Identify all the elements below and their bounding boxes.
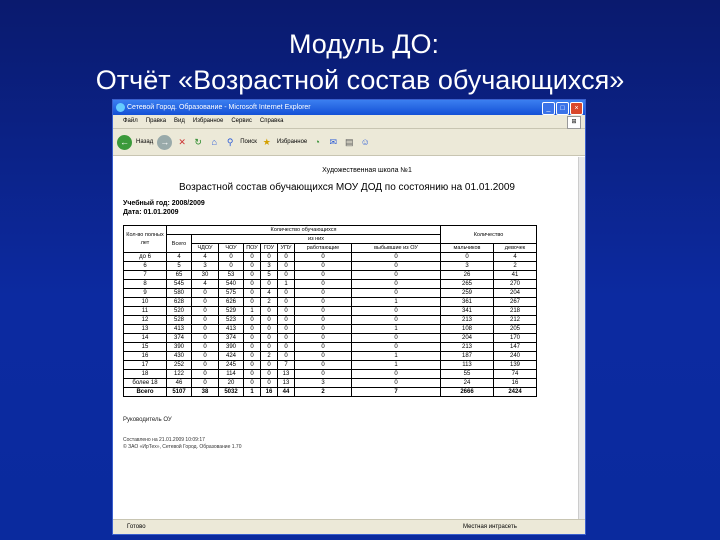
forward-arrow-icon[interactable]: → <box>157 135 172 150</box>
table-cell: 374 <box>219 334 244 343</box>
table-cell: 0 <box>244 370 261 379</box>
table-cell: 5107 <box>167 388 192 397</box>
table-cell: 0 <box>295 316 352 325</box>
table-row <box>124 262 537 271</box>
table-cell: 390 <box>167 343 192 352</box>
menu-tools[interactable]: Сервис <box>231 118 252 124</box>
mail-icon[interactable]: ✉ <box>329 137 338 147</box>
status-bar <box>113 519 585 534</box>
table-cell: 267 <box>494 298 537 307</box>
table-cell: 0 <box>295 361 352 370</box>
table-cell: 46 <box>167 379 192 388</box>
col-dropped: выбывшие из ОУ <box>352 244 441 253</box>
table-cell: 108 <box>441 325 494 334</box>
window-titlebar <box>113 100 585 115</box>
table-cell: 10 <box>124 298 167 307</box>
menu-edit[interactable]: Правка <box>145 118 167 124</box>
table-cell: 16 <box>494 379 537 388</box>
footer-generated: Составлено на 21.01.2009 10:09:17 <box>123 437 205 443</box>
table-cell: 1 <box>352 352 441 361</box>
table-row <box>124 289 537 298</box>
table-cell: 0 <box>244 280 261 289</box>
table-cell: 170 <box>494 334 537 343</box>
table-cell: 0 <box>261 370 278 379</box>
table-row <box>124 379 537 388</box>
table-row <box>124 361 537 370</box>
table-cell: 0 <box>295 334 352 343</box>
table-cell: 0 <box>352 307 441 316</box>
table-cell: 0 <box>295 298 352 307</box>
table-cell: 0 <box>295 343 352 352</box>
table-cell: 0 <box>278 325 295 334</box>
table-cell: 1 <box>352 325 441 334</box>
report-title: Возрастной состав обучающихся МОУ ДОД по состоянию на 01.01.2009 <box>179 182 515 193</box>
table-cell: 0 <box>244 298 261 307</box>
col-chdou: ЧДОУ <box>192 244 219 253</box>
page-content <box>113 157 581 519</box>
table-cell: 0 <box>278 343 295 352</box>
table-cell: 0 <box>261 343 278 352</box>
table-cell: 114 <box>219 370 244 379</box>
table-cell: 26 <box>441 271 494 280</box>
menu-favorites[interactable]: Избранное <box>192 118 224 124</box>
table-cell: 0 <box>278 271 295 280</box>
table-cell: 0 <box>295 307 352 316</box>
col-upu: УПУ <box>278 244 295 253</box>
maximize-button[interactable]: □ <box>556 102 569 115</box>
slide-title-line1: Модуль ДО: <box>289 29 439 59</box>
table-cell: 341 <box>441 307 494 316</box>
table-row <box>124 370 537 379</box>
table-cell: 0 <box>278 334 295 343</box>
table-body <box>124 253 537 397</box>
table-cell: 265 <box>441 280 494 289</box>
table-cell: 523 <box>219 316 244 325</box>
table-cell: 0 <box>295 271 352 280</box>
table-cell: 2424 <box>494 388 537 397</box>
table-cell: 0 <box>219 253 244 262</box>
table-cell: 4 <box>494 253 537 262</box>
table-cell: 13 <box>278 370 295 379</box>
table-cell: 4 <box>167 253 192 262</box>
table-cell: 0 <box>244 289 261 298</box>
table-cell: 0 <box>278 298 295 307</box>
table-cell: 245 <box>219 361 244 370</box>
school-year: Учебный год: 2008/2009 <box>123 200 205 207</box>
table-cell: 113 <box>441 361 494 370</box>
table-cell: 390 <box>219 343 244 352</box>
table-cell: 0 <box>192 316 219 325</box>
favorites-star-icon[interactable]: ★ <box>262 137 271 147</box>
table-cell: 0 <box>244 325 261 334</box>
table-cell: 0 <box>278 307 295 316</box>
table-cell: 53 <box>219 271 244 280</box>
toolbar <box>113 129 585 156</box>
table-cell: 16 <box>261 388 278 397</box>
table-cell: 0 <box>278 352 295 361</box>
table-cell: 0 <box>295 325 352 334</box>
table-cell: 18 <box>124 370 167 379</box>
table-cell: 41 <box>494 271 537 280</box>
table-cell: 7 <box>124 271 167 280</box>
header-students: Количество обучающихся <box>167 226 441 235</box>
table-cell: 212 <box>494 316 537 325</box>
table-cell: 0 <box>192 361 219 370</box>
table-cell: 0 <box>192 298 219 307</box>
back-button-label[interactable]: Назад <box>136 139 154 145</box>
table-cell: 2 <box>261 298 278 307</box>
home-icon[interactable]: ⌂ <box>211 137 217 147</box>
table-row <box>124 325 537 334</box>
footer-copyright: © ЗАО «ИрТех», Сетевой Город. Образование 1.70 <box>123 444 242 450</box>
age-table <box>123 225 537 397</box>
table-cell: 14 <box>124 334 167 343</box>
print-icon[interactable]: ▤ <box>345 137 354 147</box>
table-cell: 413 <box>167 325 192 334</box>
table-cell: 13 <box>278 379 295 388</box>
table-cell: 0 <box>352 379 441 388</box>
table-cell: 0 <box>192 289 219 298</box>
table-cell: 44 <box>278 388 295 397</box>
table-cell: 0 <box>261 361 278 370</box>
table-cell: 0 <box>278 262 295 271</box>
col-boys: мальчиков <box>441 244 494 253</box>
table-cell: 424 <box>219 352 244 361</box>
table-cell: 0 <box>192 352 219 361</box>
table-cell: 0 <box>192 370 219 379</box>
table-cell: 1 <box>278 280 295 289</box>
table-cell: 0 <box>352 280 441 289</box>
table-cell: 0 <box>261 379 278 388</box>
table-cell: 413 <box>219 325 244 334</box>
table-cell: 0 <box>295 289 352 298</box>
table-cell: 3 <box>261 262 278 271</box>
table-cell: 628 <box>167 298 192 307</box>
table-row <box>124 307 537 316</box>
table-cell: 0 <box>261 280 278 289</box>
table-cell: 580 <box>167 289 192 298</box>
table-cell: 0 <box>244 379 261 388</box>
table-row <box>124 343 537 352</box>
table-cell: 30 <box>192 271 219 280</box>
table-cell: 2 <box>494 262 537 271</box>
table-cell: 16 <box>124 352 167 361</box>
table-cell: 6 <box>124 262 167 271</box>
windows-logo-icon: ⊞ <box>567 116 581 129</box>
report-date: Дата: 01.01.2009 <box>123 209 179 216</box>
table-cell: 0 <box>244 334 261 343</box>
col-pou: ПОУ <box>244 244 261 253</box>
table-cell: 0 <box>244 262 261 271</box>
table-cell: 528 <box>167 316 192 325</box>
table-cell: 3 <box>295 379 352 388</box>
table-cell: 11 <box>124 307 167 316</box>
table-cell: 0 <box>244 271 261 280</box>
table-cell: 540 <box>219 280 244 289</box>
table-cell: 0 <box>352 262 441 271</box>
table-cell: 1 <box>244 307 261 316</box>
vertical-scrollbar[interactable] <box>578 157 585 519</box>
table-cell: 0 <box>295 370 352 379</box>
table-cell: 0 <box>352 370 441 379</box>
table-cell: 520 <box>167 307 192 316</box>
col-total: Всего <box>167 235 192 253</box>
table-cell: 0 <box>192 343 219 352</box>
table-cell: 240 <box>494 352 537 361</box>
table-cell: 0 <box>352 316 441 325</box>
zone-text: Местная интрасеть <box>463 524 517 530</box>
slide-title-line2: Отчёт «Возрастной состав обучающихся» <box>95 65 625 95</box>
table-cell: 1 <box>352 298 441 307</box>
table-cell: 17 <box>124 361 167 370</box>
col-chou: ЧОУ <box>219 244 244 253</box>
table-cell: 0 <box>244 316 261 325</box>
table-cell: 13 <box>124 325 167 334</box>
table-row <box>124 271 537 280</box>
header-count: Количество <box>441 226 537 244</box>
table-cell: 0 <box>244 352 261 361</box>
stop-icon[interactable]: ✕ <box>178 137 186 147</box>
table-cell: 0 <box>261 316 278 325</box>
table-cell: 0 <box>244 253 261 262</box>
col-working: работающие <box>295 244 352 253</box>
minimize-button[interactable]: _ <box>542 102 555 115</box>
table-cell: 7 <box>352 388 441 397</box>
messenger-icon[interactable]: ☺ <box>360 137 370 147</box>
table-cell: 2 <box>261 352 278 361</box>
table-cell: 0 <box>192 334 219 343</box>
school-name: Художественная школа №1 <box>322 167 412 174</box>
table-cell: 213 <box>441 343 494 352</box>
table-cell: 5 <box>261 271 278 280</box>
menu-view[interactable]: Вид <box>174 118 185 124</box>
table-cell: 218 <box>494 307 537 316</box>
table-cell: 626 <box>219 298 244 307</box>
search-button-label[interactable]: Поиск <box>240 139 257 145</box>
table-cell: 205 <box>494 325 537 334</box>
table-cell: 0 <box>295 253 352 262</box>
history-icon[interactable]: ◔ <box>314 137 320 147</box>
table-row <box>124 388 537 397</box>
table-row <box>124 253 537 262</box>
close-button[interactable]: × <box>570 102 583 115</box>
table-cell: 0 <box>261 325 278 334</box>
search-icon[interactable]: ⚲ <box>226 137 234 147</box>
table-cell: 0 <box>352 253 441 262</box>
table-cell: 5032 <box>219 388 244 397</box>
table-cell: 65 <box>167 271 192 280</box>
table-row <box>124 280 537 289</box>
table-cell: 0 <box>352 343 441 352</box>
table-cell: 0 <box>278 289 295 298</box>
table-cell: 430 <box>167 352 192 361</box>
table-cell: 0 <box>261 307 278 316</box>
header-of-them: из них <box>192 235 441 244</box>
col-gou: ГОУ <box>261 244 278 253</box>
table-cell: 3 <box>192 262 219 271</box>
table-cell: 259 <box>441 289 494 298</box>
table-cell: 2666 <box>441 388 494 397</box>
table-cell: 8 <box>124 280 167 289</box>
table-row <box>124 352 537 361</box>
table-cell: 20 <box>219 379 244 388</box>
table-cell: 0 <box>352 271 441 280</box>
table-cell: 0 <box>295 262 352 271</box>
table-cell: 4 <box>192 253 219 262</box>
table-row <box>124 298 537 307</box>
menu-file[interactable]: Файл <box>123 118 138 124</box>
table-cell: 374 <box>167 334 192 343</box>
table-cell: 1 <box>244 388 261 397</box>
table-cell: 2 <box>295 388 352 397</box>
table-cell: 24 <box>441 379 494 388</box>
table-cell: Всего <box>124 388 167 397</box>
table-cell: 0 <box>441 253 494 262</box>
table-cell: до 6 <box>124 253 167 262</box>
table-row <box>124 334 537 343</box>
table-cell: 1 <box>352 361 441 370</box>
table-cell: 0 <box>244 343 261 352</box>
table-cell: 139 <box>494 361 537 370</box>
table-cell: 204 <box>441 334 494 343</box>
table-cell: 0 <box>295 280 352 289</box>
table-cell: 361 <box>441 298 494 307</box>
table-cell: 529 <box>219 307 244 316</box>
back-arrow-icon[interactable]: ← <box>117 135 132 150</box>
table-cell: 55 <box>441 370 494 379</box>
table-cell: 147 <box>494 343 537 352</box>
table-cell: 0 <box>261 253 278 262</box>
favorites-button-label[interactable]: Избранное <box>276 139 308 145</box>
table-cell: 0 <box>192 307 219 316</box>
table-cell: 0 <box>352 289 441 298</box>
table-cell: 252 <box>167 361 192 370</box>
signature-line: Руководитель ОУ <box>123 417 172 423</box>
table-cell: 7 <box>278 361 295 370</box>
table-cell: 213 <box>441 316 494 325</box>
table-cell: 4 <box>261 289 278 298</box>
table-cell: 3 <box>441 262 494 271</box>
table-cell: более 18 <box>124 379 167 388</box>
col-girls: девочек <box>494 244 537 253</box>
table-cell: 545 <box>167 280 192 289</box>
refresh-icon[interactable]: ↻ <box>194 137 202 147</box>
table-cell: 0 <box>192 325 219 334</box>
ie-logo-icon <box>116 103 125 112</box>
col-age: Кол-во полных лет <box>124 226 167 253</box>
table-row <box>124 316 537 325</box>
table-cell: 204 <box>494 289 537 298</box>
table-cell: 74 <box>494 370 537 379</box>
table-cell: 9 <box>124 289 167 298</box>
table-cell: 0 <box>295 352 352 361</box>
table-cell: 0 <box>219 262 244 271</box>
table-cell: 0 <box>278 253 295 262</box>
window-title: Сетевой Город. Образование - Microsoft Internet Explorer <box>127 104 311 111</box>
status-text: Готово <box>127 524 146 530</box>
table-cell: 575 <box>219 289 244 298</box>
table-cell: 0 <box>244 361 261 370</box>
table-cell: 0 <box>192 379 219 388</box>
table-cell: 0 <box>352 334 441 343</box>
table-cell: 270 <box>494 280 537 289</box>
table-cell: 12 <box>124 316 167 325</box>
table-cell: 122 <box>167 370 192 379</box>
table-cell: 15 <box>124 343 167 352</box>
browser-window <box>112 99 586 535</box>
table-cell: 187 <box>441 352 494 361</box>
table-cell: 38 <box>192 388 219 397</box>
menu-help[interactable]: Справка <box>259 118 284 124</box>
table-cell: 0 <box>278 316 295 325</box>
table-cell: 0 <box>261 334 278 343</box>
table-cell: 4 <box>192 280 219 289</box>
table-cell: 5 <box>167 262 192 271</box>
menu-bar <box>113 115 585 129</box>
